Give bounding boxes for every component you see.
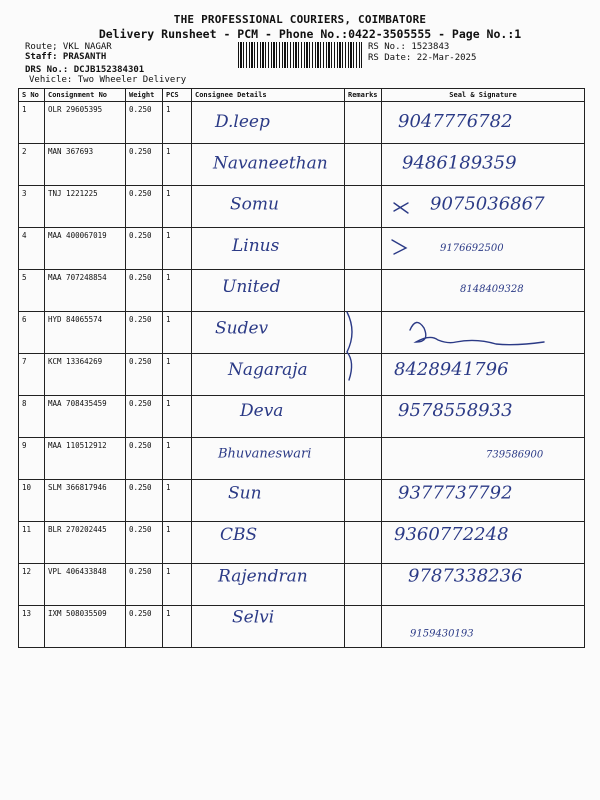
row-consignee-cell xyxy=(192,270,345,312)
row-sno: 13 xyxy=(19,606,45,648)
row-pcs: 1 xyxy=(163,102,192,144)
row-consignment-no: TNJ 1221225 xyxy=(45,186,126,228)
row-sno: 6 xyxy=(19,312,45,354)
handwritten-consignee: Sun xyxy=(228,483,262,504)
runsheet-subtitle: Delivery Runsheet - PCM - Phone No.:0422-3505555 - Page No.:1 xyxy=(98,27,522,41)
table-row xyxy=(19,606,585,648)
handwritten-phone-signature: 9047776782 xyxy=(398,111,513,132)
row-weight: 0.250 xyxy=(126,270,163,312)
row-weight: 0.250 xyxy=(126,228,163,270)
row-consignee-cell xyxy=(192,102,345,144)
rs-date-label: RS Date: 22-Mar-2025 xyxy=(368,53,477,63)
row-weight: 0.250 xyxy=(126,522,163,564)
handwritten-phone-signature: 739586900 xyxy=(486,449,544,461)
row-signature-cell xyxy=(382,396,585,438)
handwritten-phone-signature: 9075036867 xyxy=(430,193,545,215)
row-consignee-cell xyxy=(192,438,345,480)
row-weight: 0.250 xyxy=(126,354,163,396)
handwritten-consignee: Sudev xyxy=(215,318,269,339)
table-header-row xyxy=(19,89,585,102)
row-weight: 0.250 xyxy=(126,186,163,228)
row-sno: 11 xyxy=(19,522,45,564)
row-consignment-no: BLR 270202445 xyxy=(45,522,126,564)
row-remarks-cell xyxy=(345,312,382,354)
handwritten-consignee: Deva xyxy=(240,401,284,422)
row-signature-cell xyxy=(382,606,585,648)
col-consignee-header: Consignee Details xyxy=(192,89,345,102)
row-signature-cell xyxy=(382,186,585,228)
row-signature-cell xyxy=(382,522,585,564)
row-consignee-cell xyxy=(192,186,345,228)
handwritten-consignee: Bhuvaneswari xyxy=(218,446,312,462)
row-consignment-no: MAA 110512912 xyxy=(45,438,126,480)
row-consignee-cell xyxy=(192,396,345,438)
vehicle-label: Vehicle: Two Wheeler Delivery xyxy=(29,75,187,85)
handwritten-consignee: CBS xyxy=(220,525,258,545)
row-weight: 0.250 xyxy=(126,480,163,522)
handwritten-consignee: Navaneethan xyxy=(213,153,328,174)
table-row xyxy=(19,480,585,522)
row-pcs: 1 xyxy=(163,480,192,522)
col-weight-header: Weight xyxy=(126,89,163,102)
row-signature-cell xyxy=(382,312,585,354)
row-consignee-cell xyxy=(192,312,345,354)
row-signature-cell xyxy=(382,228,585,270)
col-sno-header: S No xyxy=(19,89,45,102)
row-pcs: 1 xyxy=(163,396,192,438)
row-remarks-cell xyxy=(345,522,382,564)
row-sno: 5 xyxy=(19,270,45,312)
row-remarks-cell xyxy=(345,228,382,270)
row-consignment-no: VPL 406433848 xyxy=(45,564,126,606)
handwritten-phone-signature: 9360772248 xyxy=(394,524,509,545)
col-consignment-header: Consignment No xyxy=(45,89,126,102)
row-pcs: 1 xyxy=(163,522,192,564)
table-row xyxy=(19,144,585,186)
row-remarks-cell xyxy=(345,438,382,480)
row-consignee-cell xyxy=(192,228,345,270)
handwritten-consignee: Nagaraja xyxy=(228,359,308,380)
row-remarks-cell xyxy=(345,564,382,606)
runsheet-table xyxy=(18,88,585,648)
row-consignee-cell xyxy=(192,522,345,564)
table-row xyxy=(19,396,585,438)
row-weight: 0.250 xyxy=(126,564,163,606)
row-weight: 0.250 xyxy=(126,102,163,144)
drs-text: DRS No.: DCJB152384301 xyxy=(25,65,145,75)
row-signature-cell xyxy=(382,102,585,144)
row-remarks-cell xyxy=(345,606,382,648)
handwritten-phone-signature: 9787338236 xyxy=(408,565,523,587)
handwritten-consignee: Selvi xyxy=(232,607,275,628)
row-remarks-cell xyxy=(345,396,382,438)
row-remarks-cell xyxy=(345,144,382,186)
handwritten-phone-signature: 9578558933 xyxy=(398,400,513,422)
row-remarks-cell xyxy=(345,354,382,396)
row-pcs: 1 xyxy=(163,606,192,648)
row-sno: 7 xyxy=(19,354,45,396)
row-pcs: 1 xyxy=(163,354,192,396)
table-row xyxy=(19,102,585,144)
drs-label xyxy=(25,65,144,75)
row-pcs: 1 xyxy=(163,312,192,354)
row-signature-cell xyxy=(382,270,585,312)
row-sno: 3 xyxy=(19,186,45,228)
table-row xyxy=(19,228,585,270)
row-sno: 12 xyxy=(19,564,45,606)
row-pcs: 1 xyxy=(163,438,192,480)
row-consignment-no: MAA 707248854 xyxy=(45,270,126,312)
row-consignment-no: HYD 84065574 xyxy=(45,312,126,354)
row-consignee-cell xyxy=(192,144,345,186)
table-row xyxy=(19,270,585,312)
row-sno: 8 xyxy=(19,396,45,438)
handwritten-consignee: United xyxy=(222,277,281,298)
row-pcs: 1 xyxy=(163,144,192,186)
staff-text: Staff: PRASANTH xyxy=(25,52,107,62)
handwritten-phone-signature: 9159430193 xyxy=(410,628,474,640)
handwritten-phone-signature: 9486189359 xyxy=(402,152,517,174)
row-sno: 10 xyxy=(19,480,45,522)
row-consignment-no: IXM 508035509 xyxy=(45,606,126,648)
col-pcs-header: PCS xyxy=(163,89,192,102)
col-signature-header: Seal & Signature xyxy=(382,89,585,102)
table-row xyxy=(19,312,585,354)
row-signature-cell xyxy=(382,354,585,396)
row-weight: 0.250 xyxy=(126,144,163,186)
staff-label xyxy=(25,52,106,62)
row-consignment-no: MAA 400067019 xyxy=(45,228,126,270)
company-title: THE PROFESSIONAL COURIERS, COIMBATORE xyxy=(173,13,427,26)
row-consignee-cell xyxy=(192,564,345,606)
table-row xyxy=(19,354,585,396)
handwritten-consignee: Linus xyxy=(232,235,280,256)
row-consignment-no: OLR 29605395 xyxy=(45,102,126,144)
row-pcs: 1 xyxy=(163,228,192,270)
handwritten-phone-signature: 9176692500 xyxy=(440,242,504,254)
table-row xyxy=(19,438,585,480)
row-consignment-no: MAN 367693 xyxy=(45,144,126,186)
row-sno: 1 xyxy=(19,102,45,144)
row-sno: 4 xyxy=(19,228,45,270)
handwritten-phone-signature: 9377737792 xyxy=(398,482,513,504)
route-label: Route; VKL NAGAR xyxy=(25,42,112,52)
table-row xyxy=(19,522,585,564)
handwritten-consignee: Rajendran xyxy=(218,566,308,587)
barcode xyxy=(238,42,362,68)
row-signature-cell xyxy=(382,438,585,480)
handwritten-phone-signature: 8428941796 xyxy=(394,358,509,380)
row-sno: 9 xyxy=(19,438,45,480)
handwritten-phone-signature: 8148409328 xyxy=(460,284,524,296)
handwritten-consignee: Somu xyxy=(230,194,279,215)
row-signature-cell xyxy=(382,144,585,186)
row-remarks-cell xyxy=(345,270,382,312)
row-consignee-cell xyxy=(192,354,345,396)
col-remarks-header: Remarks xyxy=(345,89,382,102)
table-row xyxy=(19,186,585,228)
row-remarks-cell xyxy=(345,102,382,144)
row-pcs: 1 xyxy=(163,564,192,606)
handwritten-consignee: D.leep xyxy=(215,112,270,132)
row-weight: 0.250 xyxy=(126,606,163,648)
row-consignment-no: SLM 366817946 xyxy=(45,480,126,522)
row-signature-cell xyxy=(382,480,585,522)
row-weight: 0.250 xyxy=(126,312,163,354)
rs-no-label: RS No.: 1523843 xyxy=(368,42,450,52)
row-sno: 2 xyxy=(19,144,45,186)
row-consignment-no: MAA 708435459 xyxy=(45,396,126,438)
row-signature-cell xyxy=(382,564,585,606)
row-consignee-cell xyxy=(192,606,345,648)
row-pcs: 1 xyxy=(163,270,192,312)
row-pcs: 1 xyxy=(163,186,192,228)
row-remarks-cell xyxy=(345,186,382,228)
row-consignment-no: KCM 13364269 xyxy=(45,354,126,396)
row-weight: 0.250 xyxy=(126,438,163,480)
row-weight: 0.250 xyxy=(126,396,163,438)
row-consignee-cell xyxy=(192,480,345,522)
row-remarks-cell xyxy=(345,480,382,522)
table-row xyxy=(19,564,585,606)
